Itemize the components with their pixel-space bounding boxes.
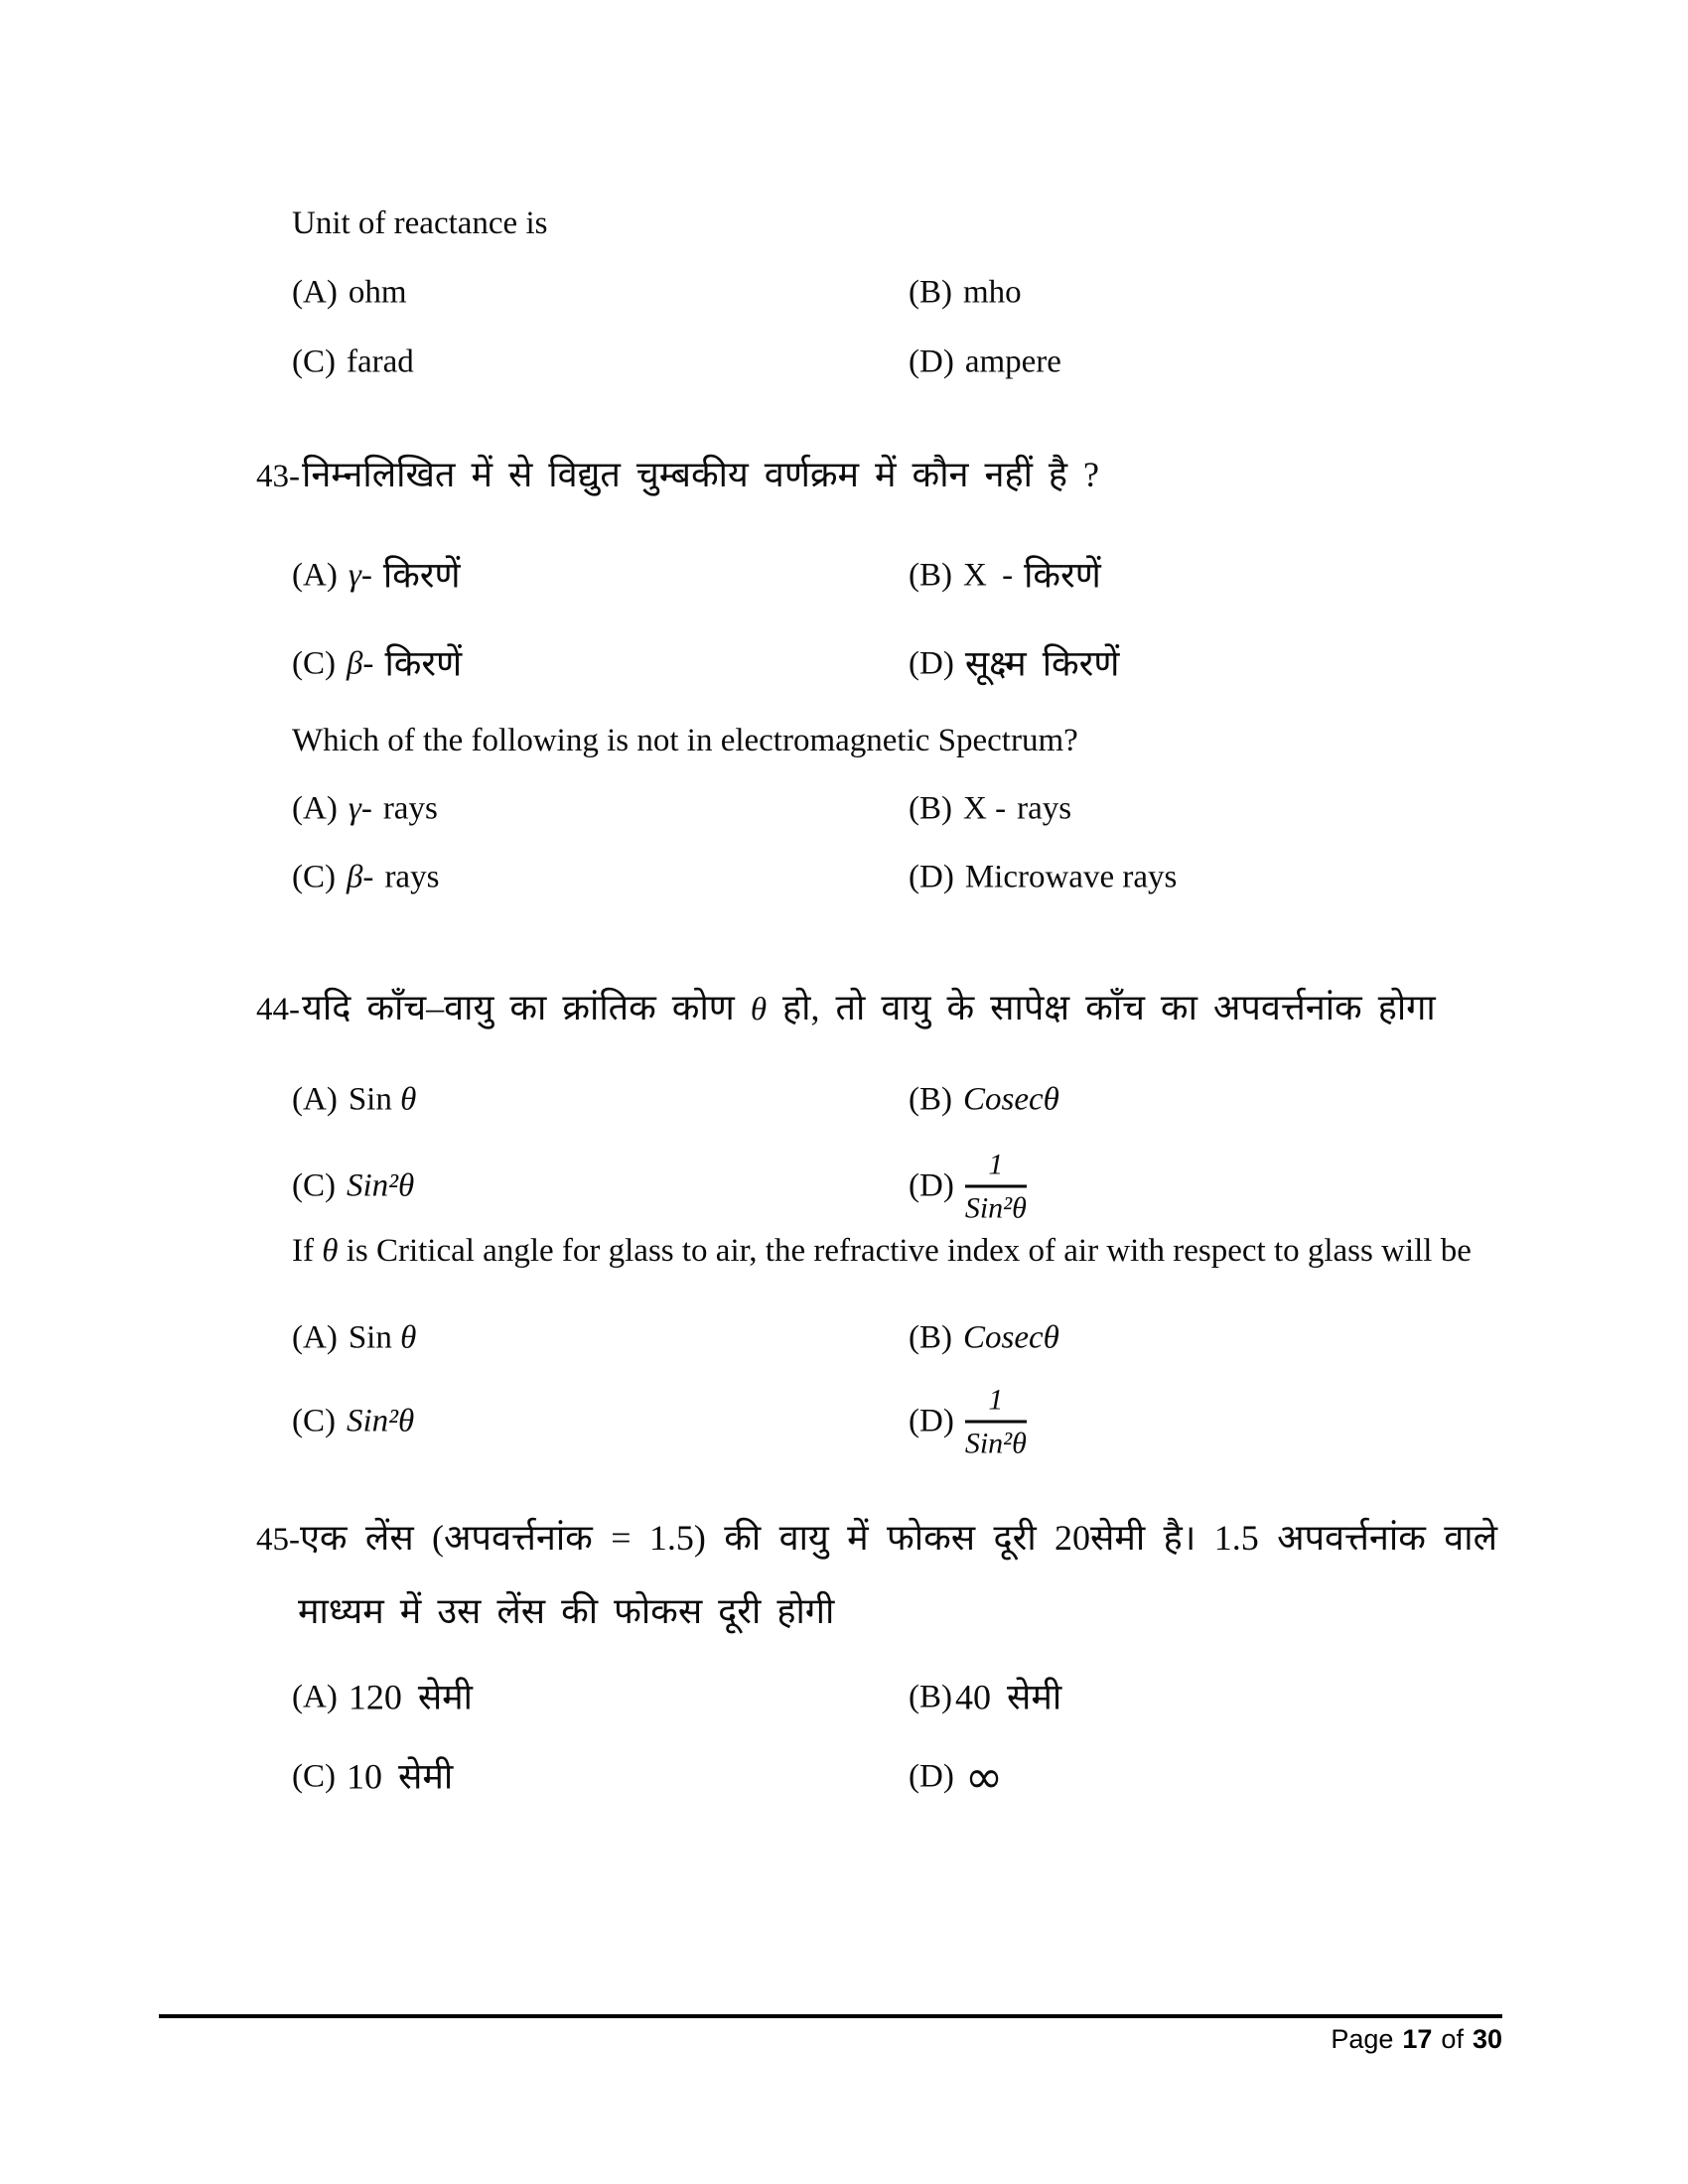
q44-question-hindi [256,985,1436,1031]
option-label: (A) [292,557,338,594]
option-label: (A) [292,1081,338,1118]
q43-option-b-hindi [909,553,1101,600]
q44-question-english: If θ is Critical angle for glass to air, the refractive index of air with respect to glass will be [292,1233,1472,1269]
q43-option-c-hindi [292,641,462,688]
q44-options-hindi-row-2 [292,1137,1603,1236]
gamma-symbol: γ- [348,790,372,827]
beta-symbol: β- [347,645,374,682]
fraction-denominator: Sin²θ [964,1191,1027,1224]
x-symbol: X - [963,557,1014,594]
q44-option-b-english [909,1317,1059,1358]
q44-option-b [909,1079,1059,1120]
option-text: rays [382,790,438,827]
option-label: (D) [909,1403,954,1439]
q42-option-c [292,341,414,382]
q44-options-hindi-row-1 [292,1050,1603,1150]
q43-options-english-row-2 [292,828,1603,927]
footer-of-word: of [1441,2024,1464,2054]
option-label: (B) [909,1679,952,1715]
theta-symbol: θ [400,1319,417,1356]
q42-option-d [909,341,1061,382]
option-label: (A) [292,1679,338,1715]
option-text: rays [384,859,440,895]
q43-option-a-hindi [292,553,461,600]
footer-page-number: 17 [1402,2024,1433,2054]
q45-question-hindi-line2: माध्यम में उस लेंस की फोकस दूरी होगी [298,1591,835,1631]
option-text: Sin²θ [347,1403,415,1439]
fraction-denominator: Sin²θ [964,1427,1027,1459]
option-label: (B) [909,1319,952,1356]
option-text: सूक्ष्म किरणें [964,643,1120,684]
question-number: 45- [256,1522,300,1558]
beta-symbol: β- [347,859,374,895]
theta-symbol: θ [750,992,768,1027]
q44-option-c [292,1165,414,1206]
option-label: (A) [292,1319,338,1356]
question-number: 44- [256,992,300,1027]
q43-option-c-english [292,857,439,897]
option-text: Cosecθ [963,1081,1059,1118]
q44-option-c-english [292,1401,414,1441]
option-label: (C) [292,1758,336,1795]
option-label: (B) [909,1081,952,1118]
fraction-one-over-sin-squared-theta [965,1150,1027,1224]
q42-option-a [292,272,406,313]
question-text-line1: एक लेंस (अपवर्त्तनांक = 1.5) की वायु में फोकस दूरी 20सेमी है। 1.5 अपवर्त्तनांक वाले [300,1518,1497,1558]
option-label: (D) [909,645,954,682]
q44-option-d-english [909,1385,1027,1459]
q43-options-hindi-row-1 [292,526,1603,625]
q43-option-a-english [292,788,438,829]
option-text: ampere [964,343,1061,380]
question-text: निम्नलिखित में से विद्युत चुम्बकीय वर्णक्रम में कौन नहीं है ? [302,455,1100,494]
option-label: (D) [909,1167,954,1204]
q44-option-a [292,1079,416,1120]
q45-option-a [292,1675,473,1721]
question-text: यदि काँच–वायु का क्रांतिक कोण θ हो, तो वायु के सापेक्ष काँच का अपवर्त्तनांक होगा [302,988,1436,1027]
footer-page-word: Page [1331,2024,1394,2054]
option-text: किरणें [382,555,461,596]
footer-divider-line [159,2014,1502,2018]
q45-option-b [909,1675,1061,1721]
option-label: (A) [292,274,338,311]
option-label: (C) [292,1167,336,1204]
option-label: (B) [909,557,952,594]
page-footer [159,2024,1502,2055]
q44-option-d [909,1150,1027,1224]
x-symbol: X - [963,790,1007,827]
q43-options-hindi-row-2 [292,614,1603,714]
option-label: (C) [292,343,336,380]
option-text: ohm [348,274,407,311]
q42-question-english: Unit of reactance is [292,205,548,241]
q45-option-c [292,1754,453,1801]
option-text: 120 सेमी [348,1677,474,1717]
fraction-numerator: 1 [965,1150,1027,1188]
option-label: (D) [909,1758,954,1795]
option-label: (D) [909,343,954,380]
fraction-numerator: 1 [965,1385,1027,1424]
q43-option-b-english [909,788,1071,829]
q42-options-row-2 [292,313,1603,412]
option-label: (C) [292,1403,336,1439]
gamma-symbol: γ- [348,557,372,594]
option-text: Microwave rays [964,859,1178,895]
q45-question-hindi-line1 [256,1515,1497,1562]
option-label: (D) [909,859,954,895]
option-label: (C) [292,645,336,682]
option-label: (C) [292,859,336,895]
option-label: (B) [909,274,952,311]
option-text: mho [963,274,1022,311]
q43-question-english: Which of the following is not in electromagnetic Spectrum? [292,723,1078,758]
q43-question-hindi [256,452,1099,498]
footer-total-pages: 30 [1472,2024,1502,2054]
option-text: 10 सेमी [347,1756,454,1797]
option-text: Sin²θ [347,1167,415,1204]
option-text: farad [347,343,414,380]
option-text: Sin θ [348,1319,417,1356]
option-label: (B) [909,790,952,827]
fraction-one-over-sin-squared-theta [965,1385,1027,1459]
option-label: (A) [292,790,338,827]
q45-option-d [909,1749,1004,1804]
question-number: 43- [256,459,300,494]
option-text: किरणें [1024,555,1101,596]
q42-option-b [909,272,1022,313]
theta-symbol: θ [400,1081,417,1118]
option-text: Cosecθ [963,1319,1059,1356]
theta-symbol: θ [322,1233,339,1269]
infinity-symbol: ∞ [964,1749,1004,1804]
option-text: किरणें [384,643,463,684]
option-text: 40 सेमी [955,1677,1062,1717]
q43-option-d-hindi [909,641,1119,688]
q44-option-a-english [292,1317,416,1358]
option-text: Sin θ [348,1081,417,1118]
q43-option-d-english [909,857,1177,897]
option-text: rays [1017,790,1072,827]
q45-options-row-2 [292,1727,1603,1827]
q44-options-english-row-2 [292,1372,1603,1471]
